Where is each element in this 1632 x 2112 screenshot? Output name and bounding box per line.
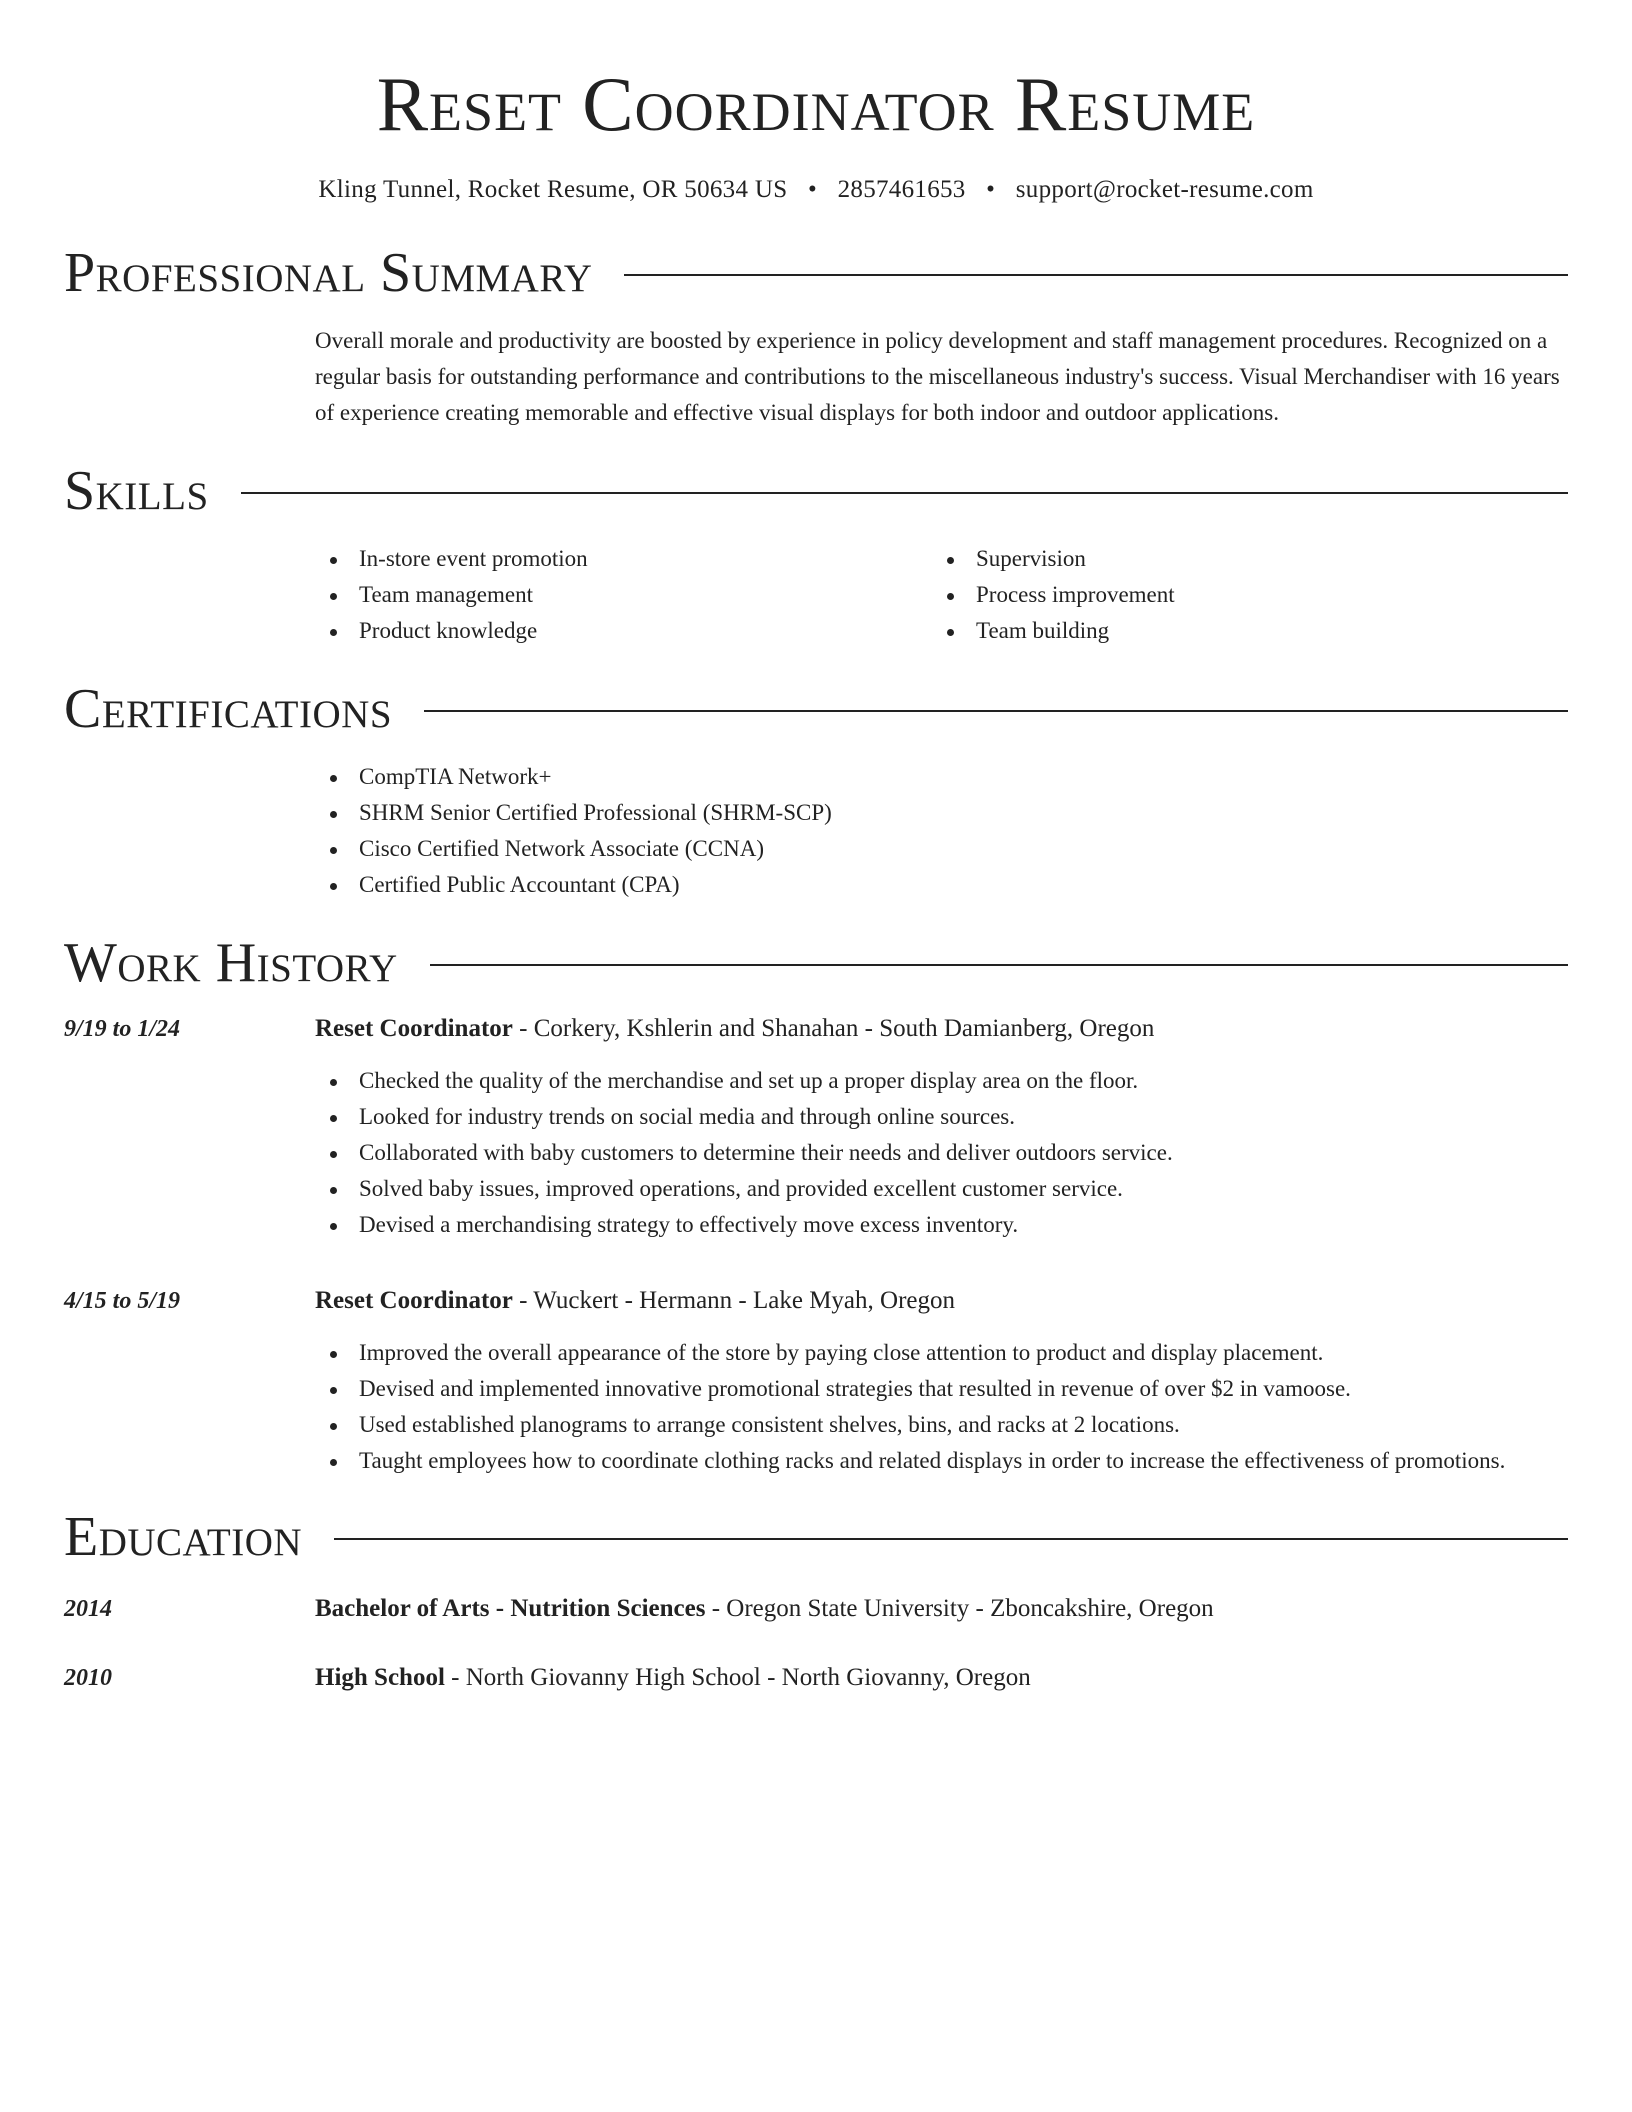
work-bullet: Collaborated with baby customers to determine their needs and deliver outdoors service. bbox=[315, 1135, 1568, 1171]
education-school-location: - North Giovanny High School - North Giovanny, Oregon bbox=[444, 1664, 1031, 1691]
skills-list bbox=[315, 541, 1568, 649]
section-divider bbox=[334, 1538, 1568, 1540]
certification-item: CompTIA Network+ bbox=[315, 759, 1568, 795]
certification-item: SHRM Senior Certified Professional (SHRM-SCP) bbox=[315, 795, 1568, 831]
skills-column-left bbox=[315, 541, 932, 649]
resume-page bbox=[64, 0, 1568, 1696]
job-title: Reset Coordinator bbox=[315, 1287, 513, 1314]
section-certifications-header bbox=[64, 678, 1568, 740]
certification-item: Cisco Certified Network Associate (CCNA) bbox=[315, 831, 1568, 867]
education-school-location: - Oregon State University - Zboncakshire, Oregon bbox=[705, 1595, 1214, 1622]
job-employer-location: - Wuckert - Hermann - Lake Myah, Oregon bbox=[512, 1287, 956, 1314]
education-title-line bbox=[315, 1591, 1568, 1627]
work-bullet: Used established planograms to arrange consistent shelves, bins, and racks at 2 locations. bbox=[315, 1407, 1568, 1443]
certification-item: Certified Public Accountant (CPA) bbox=[315, 867, 1568, 903]
section-divider bbox=[430, 964, 1568, 966]
education-title-line bbox=[315, 1660, 1568, 1696]
work-entry bbox=[64, 1011, 1568, 1243]
address: Kling Tunnel, Rocket Resume, OR 50634 US bbox=[318, 176, 788, 203]
work-title-line bbox=[315, 1283, 1568, 1319]
work-bullet: Looked for industry trends on social media and through online sources. bbox=[315, 1099, 1568, 1135]
work-bullet: Taught employees how to coordinate clothing racks and related displays in order to increase the effectiveness of promotions. bbox=[315, 1443, 1568, 1479]
section-title: Skills bbox=[64, 460, 209, 522]
skill-item: Team building bbox=[932, 613, 1549, 649]
job-title: Reset Coordinator bbox=[315, 1015, 513, 1042]
skill-item: Product knowledge bbox=[315, 613, 932, 649]
section-divider bbox=[424, 710, 1568, 712]
certifications-list bbox=[315, 759, 1568, 903]
phone: 2857461653 bbox=[837, 176, 966, 203]
work-bullet: Devised a merchandising strategy to effectively move excess inventory. bbox=[315, 1207, 1568, 1243]
section-skills-header bbox=[64, 460, 1568, 522]
skill-item: Team management bbox=[315, 577, 932, 613]
education-degree: High School bbox=[315, 1664, 445, 1691]
section-divider bbox=[241, 492, 1568, 494]
section-title: Certifications bbox=[64, 678, 393, 740]
skill-item: In-store event promotion bbox=[315, 541, 932, 577]
section-title: Professional Summary bbox=[64, 242, 593, 304]
work-dates: 9/19 to 1/24 bbox=[64, 1016, 181, 1042]
summary-text: Overall morale and productivity are boosted by experience in policy development and staff management procedures. Recognized on a regular basis for outstanding performance and contributions to the miscellaneous industry's success. Visual Merchandiser with 16 years of experience creating memorable and effective visual displays for both indoor and outdoor applications. bbox=[315, 328, 1560, 425]
skill-item: Supervision bbox=[932, 541, 1549, 577]
work-entry bbox=[64, 1283, 1568, 1479]
work-bullets bbox=[64, 1335, 1568, 1479]
work-dates: 4/15 to 5/19 bbox=[64, 1288, 181, 1314]
contact-separator: • bbox=[807, 176, 818, 203]
work-bullet: Checked the quality of the merchandise and set up a proper display area on the floor. bbox=[315, 1063, 1568, 1099]
resume-title: Reset Coordinator Resume bbox=[376, 61, 1256, 147]
section-work-header bbox=[64, 932, 1568, 994]
education-year: 2014 bbox=[64, 1596, 112, 1622]
section-summary-header bbox=[64, 242, 1568, 304]
work-bullet: Devised and implemented innovative promotional strategies that resulted in revenue of over $2 in vamoose. bbox=[315, 1371, 1568, 1407]
section-education-header bbox=[64, 1506, 1568, 1568]
education-year: 2010 bbox=[64, 1665, 112, 1691]
section-title: Work History bbox=[64, 932, 398, 994]
skills-column-right bbox=[932, 541, 1549, 649]
education-entry bbox=[64, 1591, 1568, 1627]
work-bullet: Improved the overall appearance of the store by paying close attention to product and display placement. bbox=[315, 1335, 1568, 1371]
work-title-line bbox=[315, 1011, 1568, 1047]
education-degree: Bachelor of Arts - Nutrition Sciences bbox=[315, 1595, 706, 1622]
section-divider bbox=[624, 274, 1568, 276]
job-employer-location: - Corkery, Kshlerin and Shanahan - South Damianberg, Oregon bbox=[512, 1015, 1155, 1042]
education-entry bbox=[64, 1660, 1568, 1696]
skill-item: Process improvement bbox=[932, 577, 1549, 613]
work-bullet: Solved baby issues, improved operations, and provided excellent customer service. bbox=[315, 1171, 1568, 1207]
section-title: Education bbox=[64, 1506, 303, 1568]
contact-separator: • bbox=[986, 176, 996, 203]
work-bullets bbox=[64, 1063, 1568, 1243]
email: support@rocket-resume.com bbox=[1015, 176, 1314, 203]
contact-line bbox=[64, 175, 1568, 205]
